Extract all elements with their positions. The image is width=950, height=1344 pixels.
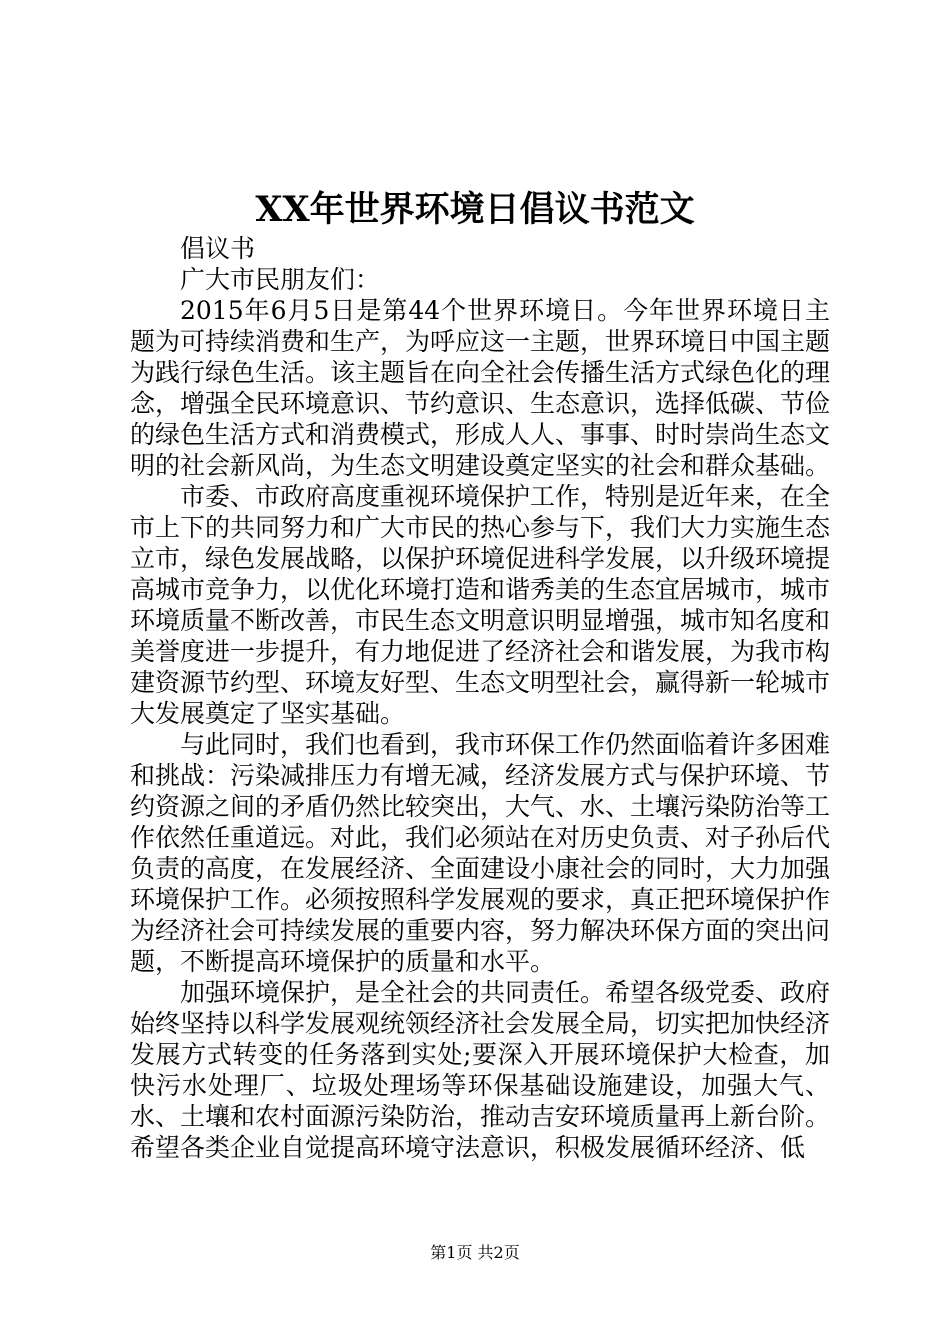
heading-line: 倡议书 <box>180 234 256 263</box>
paragraph: 2015年6月5日是第44个世界环境日。今年世界环境日主题为可持续消费和生产，为呼应这一主题，世界环境日中国主题为践行绿色生活。该主题旨在向全社会传播生活方式绿色化的理念，增强全民环境意识、节约意识、生态意识，选择低碳、节俭的绿色生活方式和消费模式，形成人人、事事、时时崇尚生态文明的社会新风尚，为生态文明建设奠定坚实的社会和群众基础。 <box>130 296 831 480</box>
salutation-line: 广大市民朋友们： <box>180 265 381 294</box>
paragraph: 与此同时，我们也看到，我市环保工作仍然面临着许多困难和挑战：污染减排压力有增无减，经济发展方式与保护环境、节约资源之间的矛盾仍然比较突出，大气、水、土壤污染防治等工作依然任重道远。对此，我们必须站在对历史负责、对子孙后代负责的高度，在发展经济、全面建设小康社会的同时，大力加强环境保护工作。必须按照科学发展观的要求，真正把环境保护作为经济社会可持续发展的重要内容，努力解决环保方面的突出问题，不断提高环境保护的质量和水平。 <box>130 730 831 976</box>
paragraph: 加强环境保护，是全社会的共同责任。希望各级党委、政府始终坚持以科学发展观统领经济社会发展全局，切实把加快经济发展方式转变的任务落到实处;要深入开展环境保护大检查，加快污水处理厂、垃圾处理场等环保基础设施建设，加强大气、水、土壤和农村面源污染防治，推动吉安环境质量再上新台阶。希望各类企业自觉提高环境守法意识，积极发展循环经济、低 <box>130 978 831 1162</box>
document-title: XX年世界环境日倡议书范文 <box>255 189 695 230</box>
paragraph: 市委、市政府高度重视环境保护工作，特别是近年来，在全市上下的共同努力和广大市民的热心参与下，我们大力实施生态立市，绿色发展战略，以保护环境促进科学发展，以升级环境提高城市竞争力，以优化环境打造和谐秀美的生态宜居城市，城市环境质量不断改善，市民生态文明意识明显增强，城市知名度和美誉度进一步提升，有力地促进了经济社会和谐发展，为我市构建资源节约型、环境友好型、生态文明型社会，赢得新一轮城市大发展奠定了坚实基础。 <box>130 482 831 728</box>
page-footer: 第1页 共2页 <box>430 1243 520 1262</box>
document-body <box>130 233 830 1163</box>
